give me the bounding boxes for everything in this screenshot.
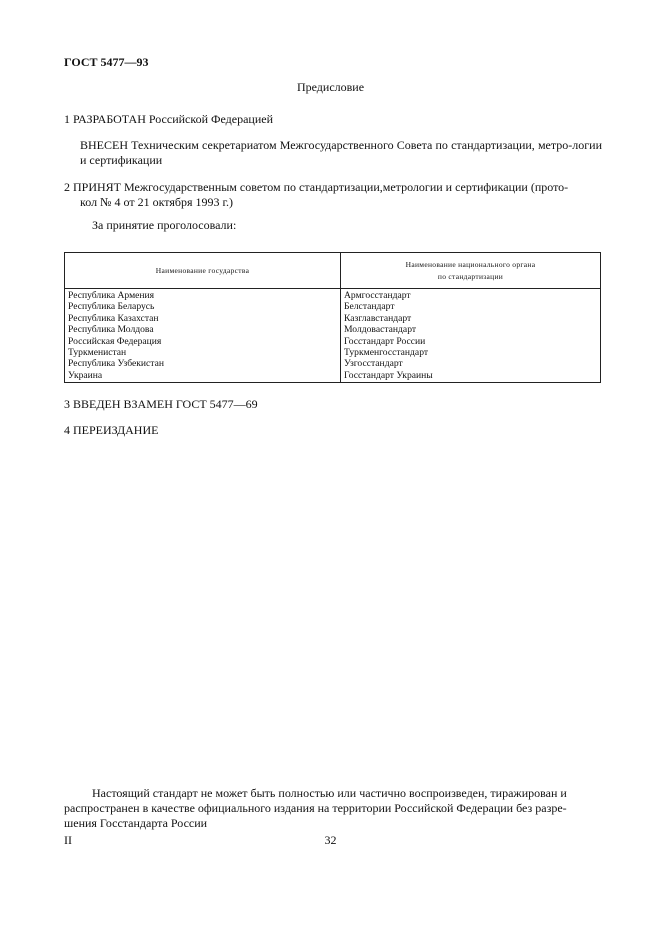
header-agency-line2: по стандартизации xyxy=(437,271,504,281)
section-reissue: 4 ПЕРЕИЗДАНИЕ xyxy=(64,423,159,437)
table-row xyxy=(65,336,601,347)
section-text-line1: Межгосударственным советом по стандартизации,метрологии и сертификации (прото- xyxy=(124,180,569,194)
notice-line3: шения Госстандарта России xyxy=(64,816,208,830)
copyright-notice xyxy=(64,786,601,831)
cell-agency: Госстандарт Украины xyxy=(341,370,601,383)
header-agency xyxy=(341,253,601,289)
section-text-line2: кол № 4 от 21 октября 1993 г.) xyxy=(80,195,234,209)
cell-state: Республика Узбекистан xyxy=(65,358,341,369)
section-adopted xyxy=(64,180,602,210)
roman-page-number: II xyxy=(64,833,72,847)
cell-state: Украина xyxy=(65,370,341,383)
section-developed xyxy=(64,112,273,127)
cell-agency: Армгосстандарт xyxy=(341,289,601,302)
cell-agency: Туркменгосстандарт xyxy=(341,347,601,358)
section-keyword: ПРИНЯТ xyxy=(73,180,122,194)
section-text: Техническим секретариатом Межгосударственного Совета по стандартизации, метро-логии и сертификации xyxy=(80,138,603,167)
section-text: Российской Федерацией xyxy=(148,112,274,126)
section-number: 2 xyxy=(64,180,70,194)
cell-agency: Госстандарт России xyxy=(341,336,601,347)
table-row xyxy=(65,289,601,302)
cell-state: Республика Молдова xyxy=(65,324,341,335)
section-number: 1 xyxy=(64,112,70,126)
standard-code: ГОСТ 5477—93 xyxy=(64,55,149,69)
cell-state: Республика Беларусь xyxy=(65,301,341,312)
notice-line2: распространен в качестве официального издания на территории Российской Федерации без разре- xyxy=(64,801,567,815)
section-submitted xyxy=(80,138,602,168)
table-row xyxy=(65,347,601,358)
cell-state: Туркменистан xyxy=(65,347,341,358)
cell-agency: Молдовастандарт xyxy=(341,324,601,335)
section-keyword: ВНЕСЕН xyxy=(80,138,128,152)
cell-state: Республика Армения xyxy=(65,289,341,302)
cell-state: Республика Казахстан xyxy=(65,313,341,324)
cell-agency: Белстандарт xyxy=(341,301,601,312)
table-row xyxy=(65,313,601,324)
header-agency-line1: Наименование национального органа xyxy=(405,260,536,270)
page-title: Предисловие xyxy=(296,80,365,94)
table-row xyxy=(65,358,601,369)
section-keyword: РАЗРАБОТАН xyxy=(73,112,146,126)
table-header-row xyxy=(65,253,601,289)
cell-agency: Казглавстандарт xyxy=(341,313,601,324)
notice-line1: Настоящий стандарт не может быть полностью или частично воспроизведен, тиражирован и xyxy=(92,786,567,800)
section-replaced: 3 ВВЕДЕН ВЗАМЕН ГОСТ 5477—69 xyxy=(64,397,258,411)
table-row xyxy=(65,370,601,383)
vote-table xyxy=(64,252,601,383)
cell-state: Российская Федерация xyxy=(65,336,341,347)
cell-agency: Узгосстандарт xyxy=(341,358,601,369)
page-number: 32 xyxy=(324,833,337,847)
table-row xyxy=(65,301,601,312)
table-row xyxy=(65,324,601,335)
voted-caption: За принятие проголосовали: xyxy=(92,218,237,232)
header-state: Наименование государства xyxy=(65,253,341,289)
